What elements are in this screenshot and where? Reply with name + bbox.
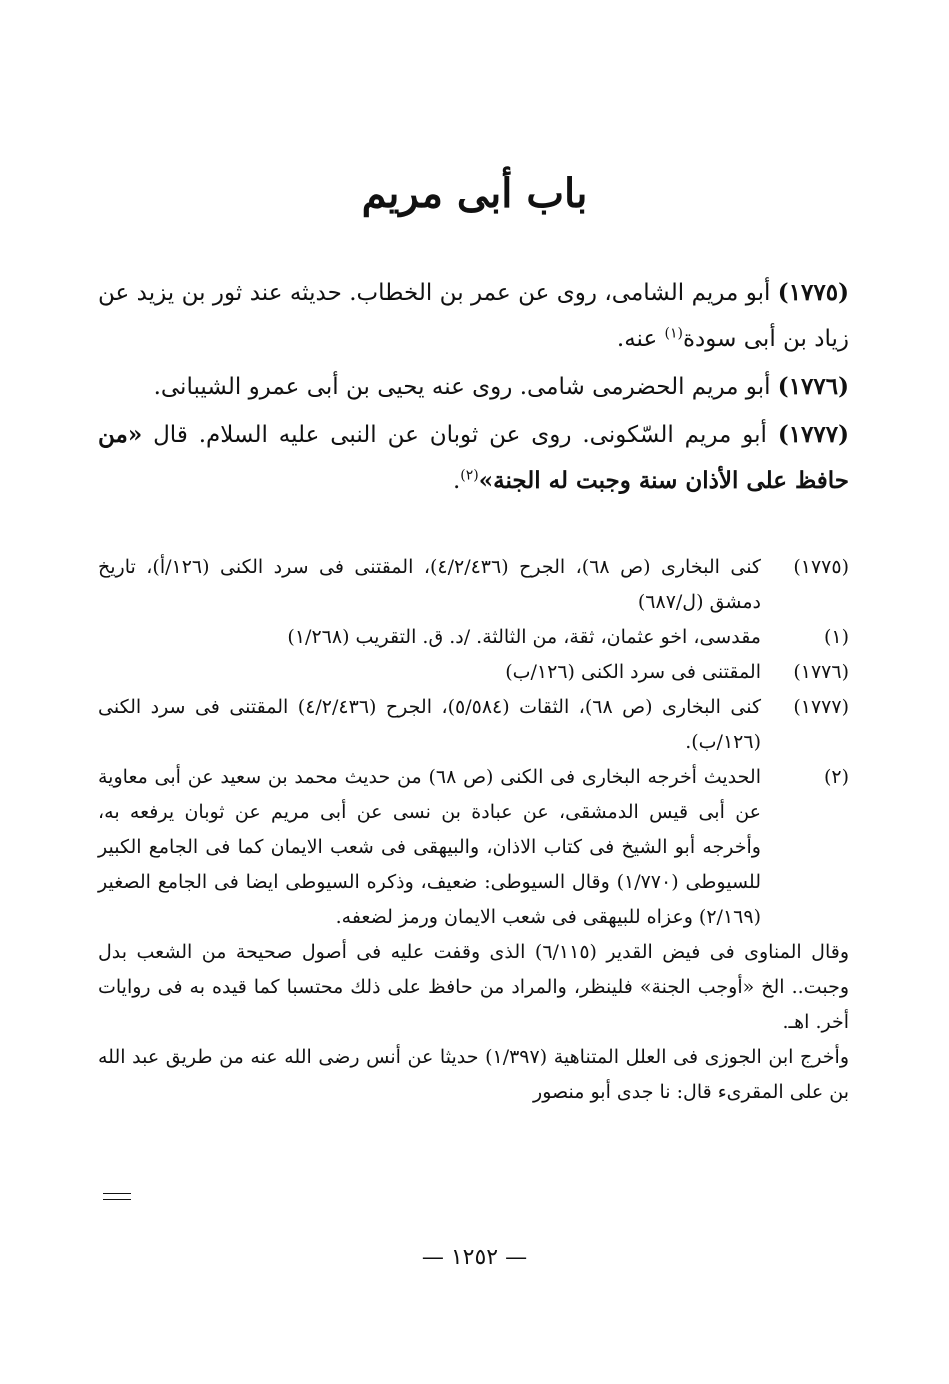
footnote-text: كنى البخارى (ص ٦٨)، الثقات (٥/٥٨٤)، الجرح (٤/٢/٤٣٦) المقتنى فى سرد الكنى (١٢٦/ب). — [98, 696, 762, 753]
entry-1777 — [98, 412, 849, 504]
entry-number: (١٧٧٥) — [777, 279, 849, 306]
entry-1775 — [98, 270, 849, 362]
entry-text-end: . — [452, 468, 461, 494]
entry-text: أبو مريم الحضرمى شامى. روى عنه يحيى بن أبى عمرو الشيبانى. — [153, 374, 771, 400]
page-number: — ١٢٥٢ — — [421, 1245, 528, 1270]
footnote-text: المقتنى فى سرد الكنى (١٢٦/ب) — [505, 661, 761, 683]
entry-text-end: عنه. — [616, 326, 665, 352]
entry-number: (١٧٧٧) — [777, 421, 850, 448]
footnote-label: (١٧٧٧) — [793, 696, 849, 718]
footnote-label: (١) — [823, 626, 849, 648]
entries-section — [98, 270, 849, 506]
footnote-label: (١٧٧٥) — [793, 556, 849, 578]
entry-text: أبو مريم الشامى، روى عن عمر بن الخطاب. حديثه عند ثور بن يزيد عن زياد بن أبى سودة — [98, 280, 849, 352]
entry-text: أبو مريم السّكونى. روى عن ثوبان عن النبى عليه السلام. قال — [153, 422, 767, 448]
footnote-ref: (١) — [664, 325, 683, 342]
footnote-text: الحديث أخرجه البخارى فى الكنى (ص ٦٨) من حديث محمد بن سعيد عن أبى معاوية عن أبى قيس الدمشقى، عن عبادة بن نسى عن أبى مريم عن ثوبان يرفعه به، وأخرجه أبو الشيخ فى كتاب الاذان، والبيهقى فى شعب الايمان كما فى الجامع الكبير للسيوطى (١/٧٧٠) وقال السيوطى: ضعيف، وذكره السيوطى ايضا فى الجامع الصغير (٢/١٦٩) وعزاه للبيهقى فى شعب الايمان ورمز لضعفه. — [98, 766, 761, 928]
footnote-ref: (٢) — [460, 467, 479, 484]
entry-1776 — [98, 364, 849, 410]
footnote-label: (٢) — [823, 766, 849, 788]
footnote-continuation: وقال المناوى فى فيض القدير (٦/١١٥) الذى وقفت عليه فى أصول صحيحة من الشعب بدل وجبت.. الخ «أوجب الجنة» فلينظر، والمراد من حافظ على ذلك محتسبا كما قيده به فى روايات أخر. اهـ. — [98, 941, 849, 1033]
footnote — [98, 760, 849, 935]
footnote — [98, 620, 849, 655]
footnote-label: (١٧٧٦) — [793, 661, 849, 683]
footnote-text: مقدسى، اخو عثمان، ثقة، من الثالثة. /د. ق. التقريب (١/٢٦٨) — [287, 626, 761, 648]
chapter-title: باب أبى مريم — [361, 170, 588, 217]
entry-number: (١٧٧٦) — [777, 373, 849, 400]
footnotes-section — [98, 550, 849, 1110]
footnote-text: كنى البخارى (ص ٦٨)، الجرح (٤/٢/٤٣٦)، المقتنى فى سرد الكنى (١٢٦/أ)، تاريخ دمشق (ل/٦٨٧) — [98, 556, 761, 613]
hadith-quote: «من حافظ على الأذان سنة وجبت له الجنة» — [98, 421, 849, 494]
continuation-marker — [103, 1193, 131, 1200]
footnote — [98, 690, 849, 760]
footnote — [98, 655, 849, 690]
footnote-continuation: وأخرج ابن الجوزى فى العلل المتناهية (١/٣٩٧) حديثا عن أنس رضى الله عنه من طريق عبد الله بن على المقرىء قال: نا جدى أبو منصور — [98, 1046, 850, 1103]
footnote — [98, 550, 849, 620]
